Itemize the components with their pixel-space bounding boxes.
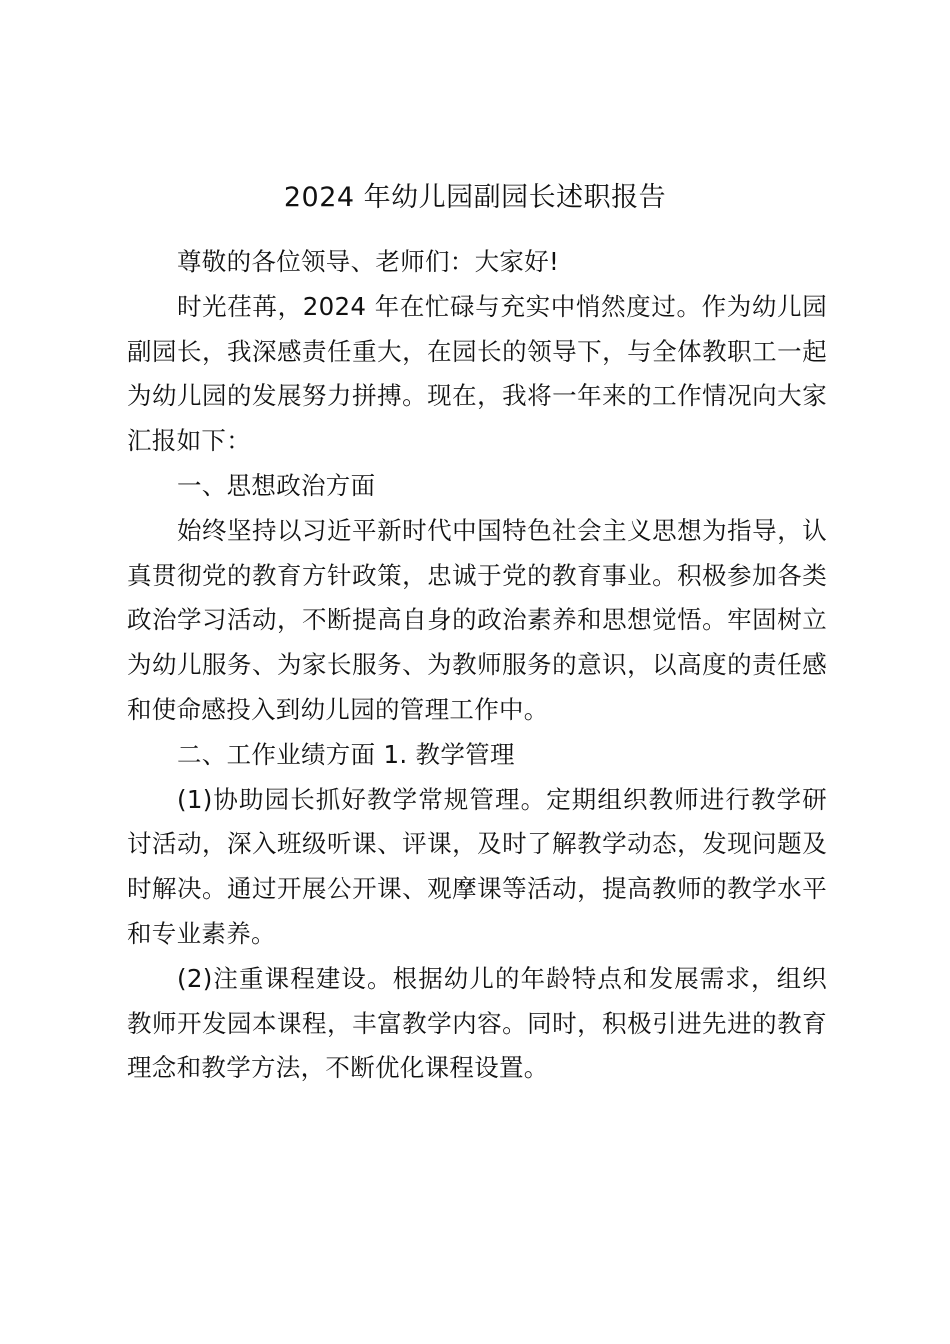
paragraph-political: 始终坚持以习近平新时代中国特色社会主义思想为指导，认真贯彻党的教育方针政策，忠诚于党的教育事业。积极参加各类政治学习活动，不断提高自身的政治素养和思想觉悟。牢固树立为幼儿服务、为家长服务、为教师服务的意识，以高度的责任感和使命感投入到幼儿园的管理工作中。: [127, 515, 827, 724]
paragraph-teaching-management: (1)协助园长抓好教学常规管理。定期组织教师进行教学研讨活动，深入班级听课、评课，及时了解教学动态，发现问题及时解决。通过开展公开课、观摩课等活动，提高教师的教学水平和专业素养。: [127, 784, 827, 948]
section-heading-political: 一、思想政治方面: [177, 470, 376, 500]
paragraph-intro: 时光荏苒，2024 年在忙碌与充实中悄然度过。作为幼儿园副园长，我深感责任重大，在园长的领导下，与全体教职工一起为幼儿园的发展努力拼搏。现在，我将一年来的工作情况向大家汇报如下：: [127, 291, 827, 456]
document-body: [127, 240, 827, 1091]
paragraph-curriculum: (2)注重课程建设。根据幼儿的年龄特点和发展需求，组织教师开发园本课程，丰富教学内容。同时，积极引进先进的教育理念和教学方法，不断优化课程设置。: [127, 963, 827, 1083]
document-title: 2024 年幼儿园副园长述职报告: [283, 182, 667, 213]
section-heading-work: 二、工作业绩方面 1. 教学管理: [177, 739, 515, 769]
paragraph-greeting: 尊敬的各位领导、老师们：大家好!: [177, 247, 560, 276]
